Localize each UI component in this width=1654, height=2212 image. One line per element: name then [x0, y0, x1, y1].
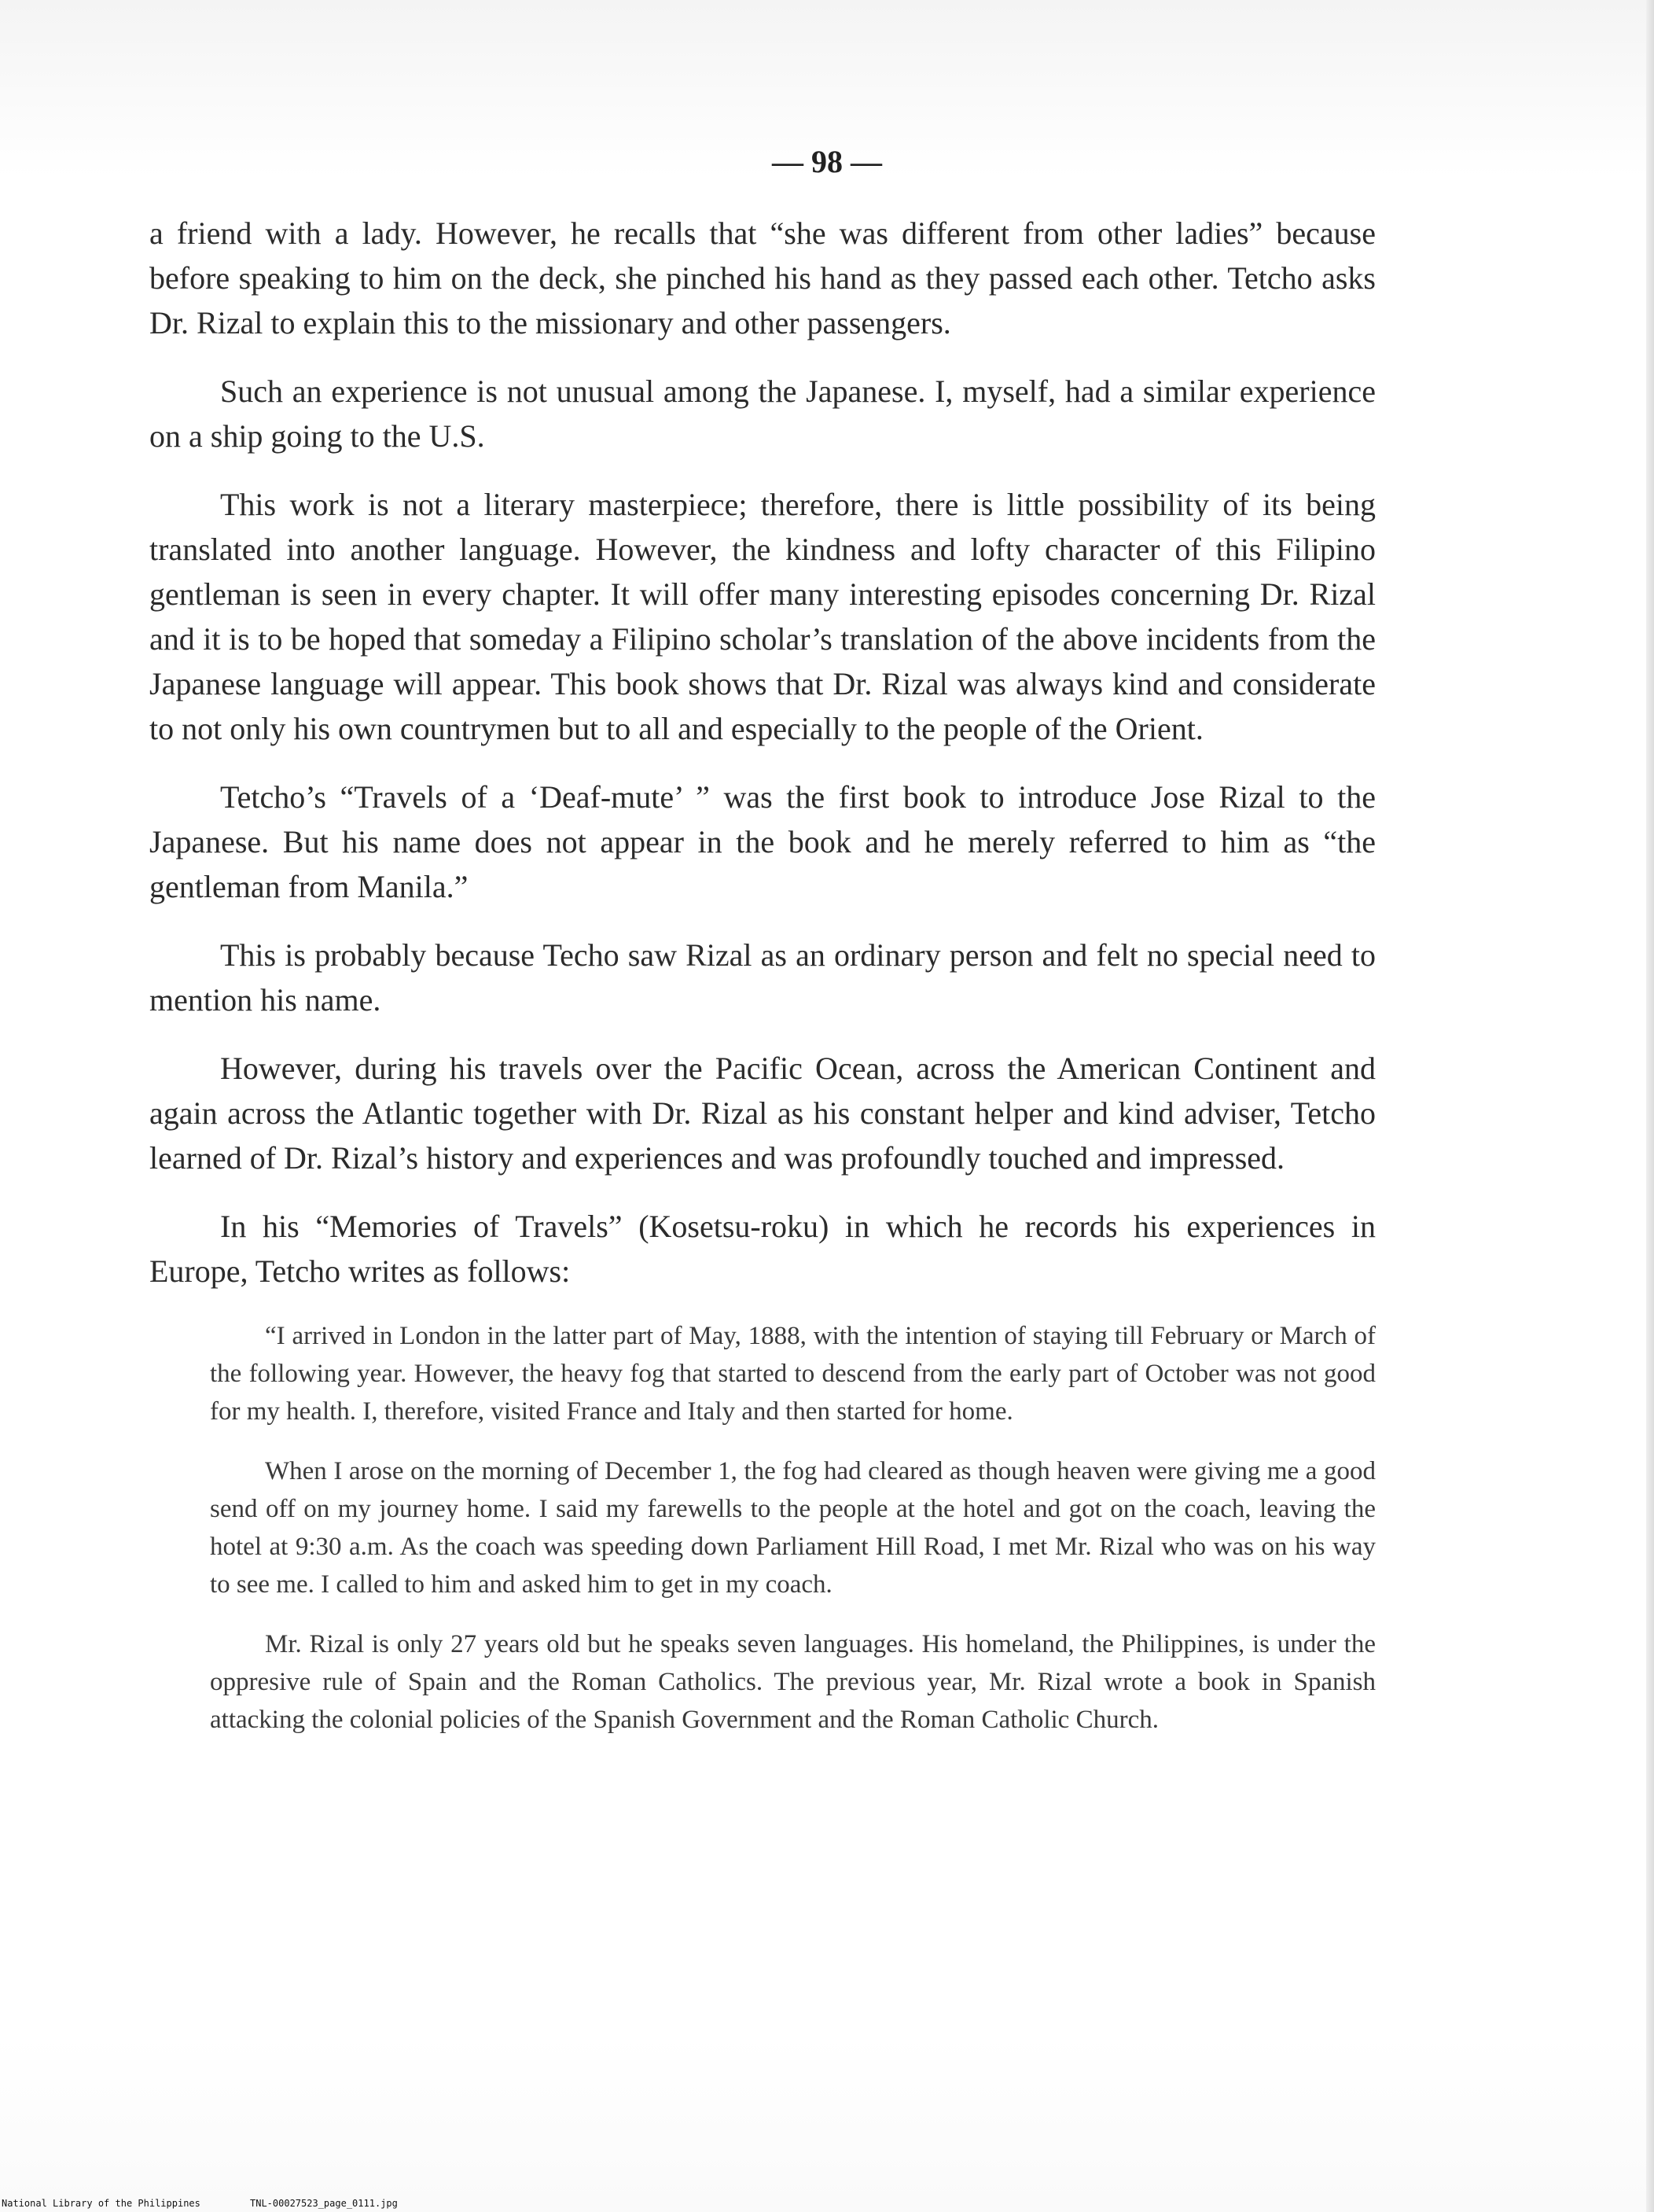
paragraph-5: This is probably because Techo saw Rizal as an ordinary person and felt no special need to mention his name.	[149, 937, 1376, 1018]
paragraph-3: This work is not a literary masterpiece; therefore, there is little possibility of its being translated into another language. However, the kindness and lofty character of this Filipino gentleman is seen in every chapter. It will offer many interesting episodes concerning Dr. Rizal and it is to be hoped that someday a Filipino scholar’s translation of the above incidents from the Japanese language will appear. This book shows that Dr. Rizal was always kind and considerate to not only his own countrymen but to all and especially to the people of the Orient.	[149, 487, 1376, 746]
footer-library-name: National Library of the Philippines	[2, 2198, 200, 2209]
footer-file-name: TNL-00027523_page_0111.jpg	[250, 2198, 398, 2209]
quote-paragraph-1: “I arrived in London in the latter part of May, 1888, with the intention of staying till February or March of the following year. However, the heavy fog that started to descend from the early part of October was not good for my health. I, therefore, visited France and Italy and then started for home.	[210, 1322, 1376, 1426]
paragraph-4: Tetcho’s “Travels of a ‘Deaf-mute’ ” was the first book to introduce Jose Rizal to the Japanese. But his name does not appear in the book and he merely referred to him as “the gentleman from Manila.”	[149, 779, 1376, 904]
body-text	[149, 211, 1376, 1761]
paragraph-2: Such an experience is not unusual among the Japanese. I, myself, had a similar experience on a ship going to the U.S.	[149, 374, 1376, 454]
page-edge-shadow	[1646, 0, 1654, 2212]
quote-paragraph-3: Mr. Rizal is only 27 years old but he speaks seven languages. His homeland, the Philippines, is under the oppresive rule of Spain and the Roman Catholics. The previous year, Mr. Rizal wrote a book in Spanish attacking the colonial policies of the Spanish Government and the Roman Catholic Church.	[210, 1630, 1376, 1734]
page-number: — 98 —	[772, 144, 882, 179]
quote-paragraph-2: When I arose on the morning of December 1, the fog had cleared as though heaven were giving me a good send off on my journey home. I said my farewells to the people at the hotel and got on the coach, leaving the hotel at 9:30 a.m. As the coach was speeding down Parliament Hill Road, I met Mr. Rizal who was on his way to see me. I called to him and asked him to get in my coach.	[210, 1457, 1376, 1599]
paragraph-6: However, during his travels over the Pacific Ocean, across the American Continent and again across the Atlantic together with Dr. Rizal as his constant helper and kind adviser, Tetcho learned of Dr. Rizal’s history and experiences and was profoundly touched and impressed.	[149, 1051, 1376, 1176]
paragraph-1: a friend with a lady. However, he recalls that “she was different from other ladies” because before speaking to him on the deck, she pinched his hand as they passed each other. Tetcho asks Dr. Rizal to explain this to the missionary and other passengers.	[149, 215, 1376, 340]
quoted-excerpt	[210, 1317, 1376, 1739]
paragraph-7: In his “Memories of Travels” (Kosetsu-roku) in which he records his experiences in Europe, Tetcho writes as follows:	[149, 1209, 1376, 1289]
